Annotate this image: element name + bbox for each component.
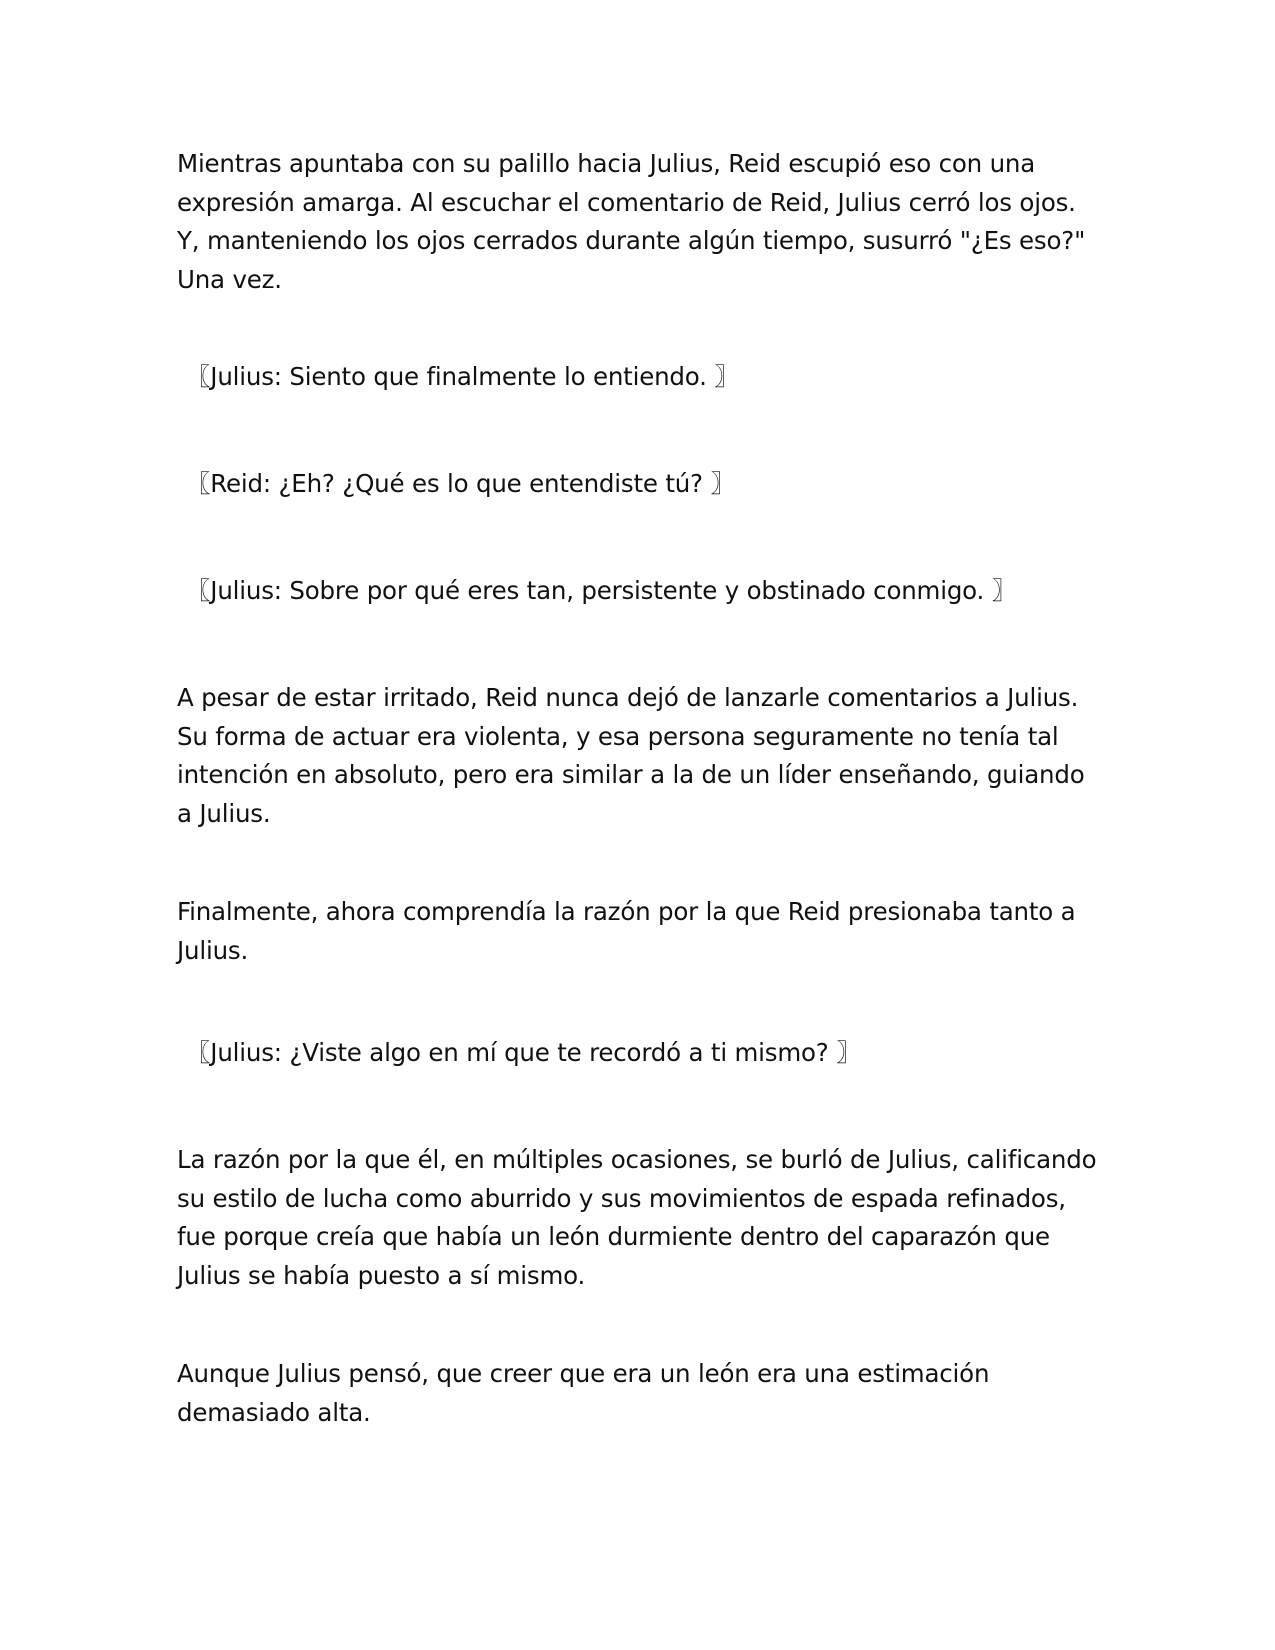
- dialogue-reid-question: 〖Reid: ¿Eh? ¿Qué es lo que entendiste tú? 〗: [186, 469, 735, 498]
- dialogue-julius-persistent: 〖Julius: Sobre por qué eres tan, persistente y obstinado conmigo. 〗: [186, 576, 1017, 605]
- paragraph-sleeping-lion: La razón por la que él, en múltiples ocasiones, se burló de Julius, calificando su estilo de lucha como aburrido y sus movimientos de espada refinados, fue porque creía que había un león durmiente dentro del caparazón que Julius se había puesto a sí mismo.: [177, 1145, 1097, 1290]
- paragraph-finally-understood: Finalmente, ahora comprendía la razón por la que Reid presionaba tanto a Julius.: [177, 897, 1076, 965]
- paragraph-reid-spits: Mientras apuntaba con su palillo hacia Julius, Reid escupió eso con una expresión amarga. Al escuchar el comentario de Reid, Julius cerró los ojos. Y, manteniendo los ojos cerrados durante algún tiempo, susurró "¿Es eso?" Una vez.: [177, 149, 1086, 294]
- paragraph-reid-comments: A pesar de estar irritado, Reid nunca dejó de lanzarle comentarios a Julius. Su forma de actuar era violenta, y esa persona seguramente no tenía tal intención en absoluto, pero era similar a la de un líder enseñando, guiando a Julius.: [177, 683, 1085, 828]
- dialogue-julius-understands: 〖Julius: Siento que finalmente lo entiendo. 〗: [186, 362, 739, 391]
- dialogue-julius-saw-yourself: 〖Julius: ¿Viste algo en mí que te recordó a ti mismo? 〗: [186, 1038, 861, 1067]
- paragraph-estimation-too-high: Aunque Julius pensó, que creer que era un león era una estimación demasiado alta.: [177, 1359, 990, 1427]
